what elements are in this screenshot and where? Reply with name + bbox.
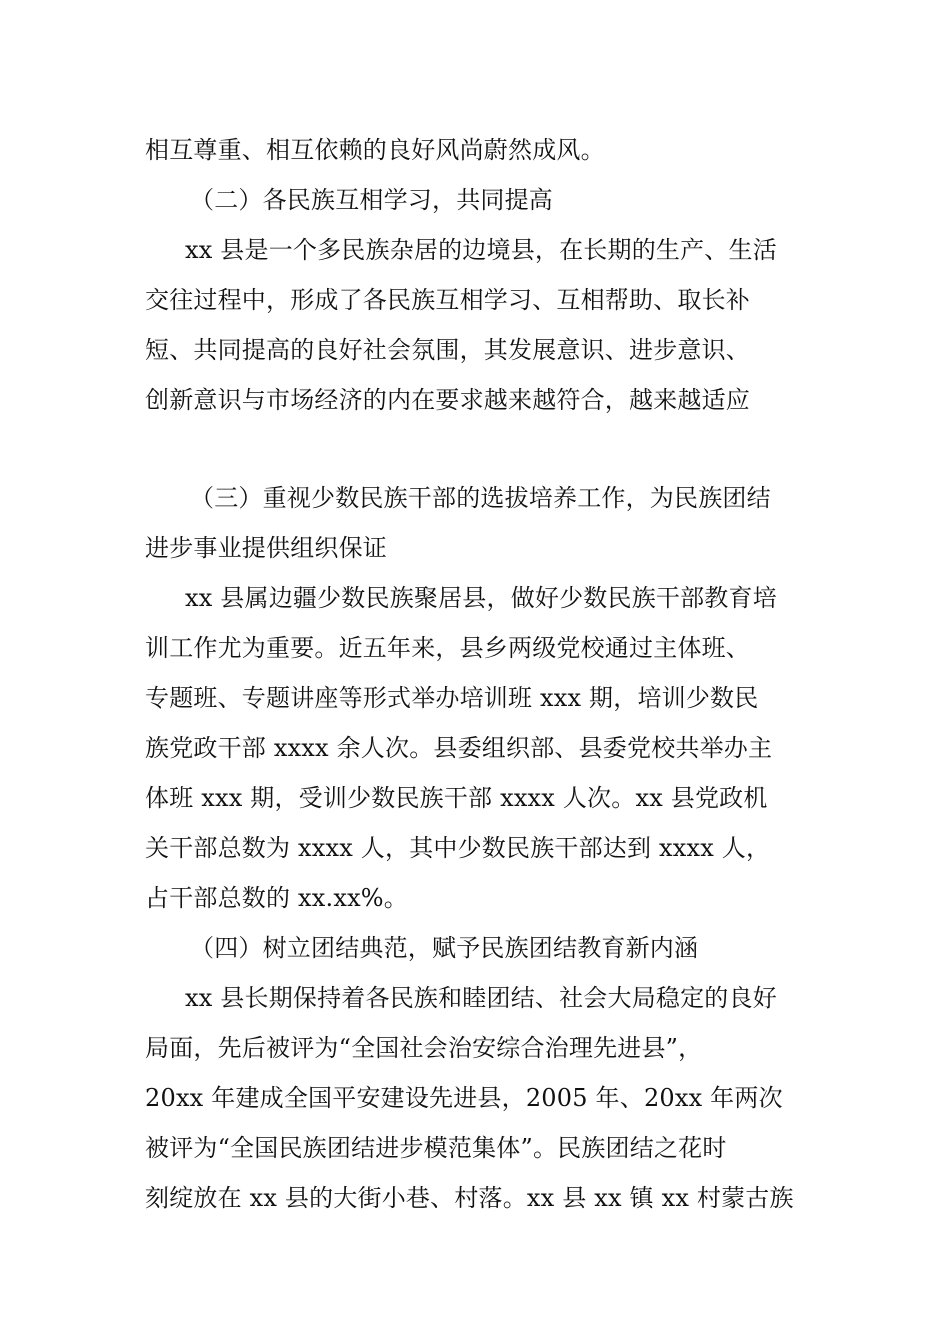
paragraph-line: 创新意识与市场经济的内在要求越来越符合，越来越适应 [145, 386, 750, 414]
paragraph-line: 刻绽放在 xx 县的大街小巷、村落。xx 县 xx 镇 xx 村蒙古族 [145, 1184, 794, 1212]
paragraph-line: 相互尊重、相互依赖的良好风尚蔚然成风。 [145, 136, 605, 164]
paragraph-line: 关干部总数为 xxxx 人，其中少数民族干部达到 xxxx 人， [145, 834, 771, 862]
paragraph-line: 族党政干部 xxxx 余人次。县委组织部、县委党校共举办主 [145, 734, 773, 762]
paragraph-line: 局面，先后被评为“全国社会治安综合治理先进县”， [145, 1034, 703, 1062]
paragraph-line: xx 县长期保持着各民族和睦团结、社会大局稳定的良好 [185, 984, 777, 1012]
paragraph-line: xx 县属边疆少数民族聚居县，做好少数民族干部教育培 [185, 584, 777, 612]
paragraph-line: 20xx 年建成全国平安建设先进县，2005 年、20xx 年两次 [145, 1084, 783, 1112]
paragraph-line: 训工作尤为重要。近五年来，县乡两级党校通过主体班、 [145, 634, 750, 662]
paragraph-line: 专题班、专题讲座等形式举办培训班 xxx 期，培训少数民 [145, 684, 759, 712]
paragraph-line: 被评为“全国民族团结进步模范集体”。民族团结之花时 [145, 1134, 727, 1162]
paragraph-line: 体班 xxx 期，受训少数民族干部 xxxx 人次。xx 县党政机 [145, 784, 768, 812]
paragraph-line: 短、共同提高的良好社会氛围，其发展意识、进步意识、 [145, 336, 750, 364]
section-heading-3-cont: 进步事业提供组织保证 [145, 534, 387, 562]
section-heading-3: （三）重视少数民族干部的选拔培养工作，为民族团结 [190, 484, 771, 512]
section-heading-4: （四）树立团结典范，赋予民族团结教育新内涵 [190, 934, 699, 962]
paragraph-line: 占干部总数的 xx.xx%。 [145, 884, 409, 912]
paragraph-line: 交往过程中，形成了各民族互相学习、互相帮助、取长补 [145, 286, 750, 314]
paragraph-line: xx 县是一个多民族杂居的边境县，在长期的生产、生活 [185, 236, 777, 264]
section-heading-2: （二）各民族互相学习，共同提高 [190, 186, 553, 214]
